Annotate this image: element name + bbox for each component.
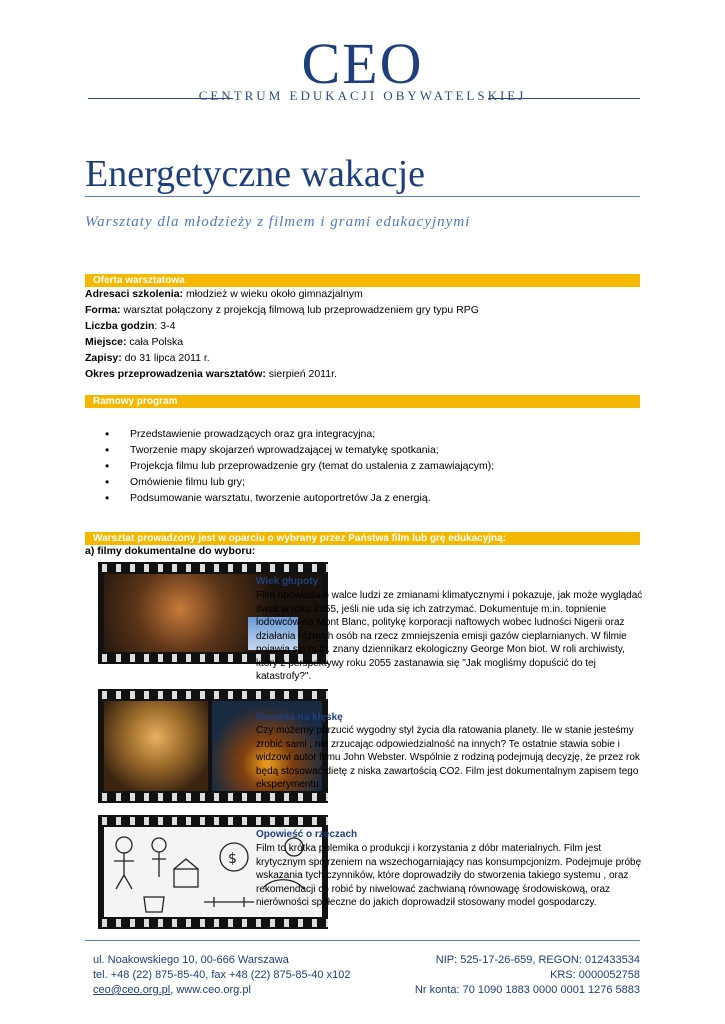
program-header: Ramowy program bbox=[85, 395, 640, 408]
offer-row: Liczba godzin: 3-4 bbox=[85, 320, 176, 332]
offer-row: Zapisy: do 31 lipca 2011 r. bbox=[85, 352, 210, 364]
email-link[interactable]: ceo@ceo.org.pl bbox=[93, 984, 171, 996]
list-item: • Projekcja filmu lub przeprowadzenie gry (temat do ustalenia z zamawiającym); bbox=[105, 458, 494, 474]
footer-nip: NIP: 525-17-26-659, REGON: 012433534 bbox=[435, 954, 640, 966]
page-subtitle: Warsztaty dla młodzieży z filmem i grami edukacyjnymi bbox=[85, 214, 471, 230]
list-item: • Podsumowanie warsztatu, tworzenie autoportretów Ja z energią. bbox=[105, 490, 494, 506]
footer-account: Nr konta: 70 1090 1883 0000 0001 1276 5883 bbox=[414, 984, 640, 996]
logo: CEO bbox=[301, 31, 424, 96]
offer-row: Forma: warsztat połączony z projekcją filmową lub przeprowadzeniem gry typu RPG bbox=[85, 304, 479, 316]
film-description: Czy możemy porzucić wygodny styl życia dla ratowania planety. Ile w stanie jesteśmy zrobić sami , nie zrzucając odpowiedzialność na innych? Te ostatnie stawia sobie i widzowi autor filmu John Webster. Wspólnie z rodziną podejmują decyzję, że przez rok będą stosować dietę z niska zawartością CO2. Film jest dokumentalnym zapisem tego eksperymentu bbox=[256, 725, 640, 790]
footer-web: , www.ceo.org.pl bbox=[170, 984, 251, 996]
film-title: Wiek głupoty bbox=[256, 576, 319, 587]
film-title: Opowieść o rzeczach bbox=[256, 829, 358, 840]
footer-phone: tel. +48 (22) 875-85-40, fax +48 (22) 875-85-40 x102 bbox=[93, 969, 351, 981]
list-item: • Przedstawienie prowadzących oraz gra integracyjna; bbox=[105, 426, 494, 442]
films-header: Warsztat prowadzony jest w oparciu o wybrany przez Państwa film lub grę edukacyjną: bbox=[85, 532, 640, 545]
offer-row: Miejsce: cała Polska bbox=[85, 336, 184, 348]
logo-subtitle: CENTRUM EDUKACJI OBYWATELSKIEJ bbox=[198, 88, 527, 103]
footer-krs: KRS: 0000052758 bbox=[550, 969, 640, 981]
offer-row: Adresaci szkolenia: młodzież w wieku około gimnazjalnym bbox=[85, 288, 363, 300]
list-item: • Omówienie filmu lub gry; bbox=[105, 474, 494, 490]
film-title: Recepta na klęskę bbox=[256, 712, 343, 723]
title-divider bbox=[85, 196, 640, 197]
offer-details bbox=[85, 286, 479, 382]
film-description: Film opowiada o walce ludzi ze zmianami klimatycznymi i pokazuje, jak może wyglądać świat w roku 2055, jeśli nie uda się ich zatrzymać. Dokumentuje m.in. topnienie lodowców na Mont Blanc, politykę korporacji naftowych wobec ludności Nigerii oraz działania różnych osób na rzecz zmniejszenia emisji gazów cieplarnianych. W filmie pojawia się m.in. znany dziennikarz ekologiczny George Mon biot. W roli archiwisty, który z perspektywy roku 2055 zastanawia się "Jak mogliśmy dopuścić do tej katastrofy?". bbox=[256, 590, 643, 682]
page-title: Energetyczne wakacje bbox=[85, 153, 426, 195]
films-label: a) filmy dokumentalne do wyboru: bbox=[85, 545, 256, 557]
program-list bbox=[105, 426, 494, 506]
footer-contact bbox=[93, 953, 350, 998]
offer-header: Oferta warsztatowa bbox=[85, 274, 640, 287]
svg-text:$: $ bbox=[228, 851, 237, 867]
footer-address: ul. Noakowskiego 10, 00-666 Warszawa bbox=[93, 954, 289, 966]
footer-divider bbox=[85, 940, 640, 941]
film-description: Film to krótka polemika o produkcji i korzystania z dóbr materialnych. Film jest krytycznym spojrzeniem na wszechogarniający nas konsumpcjonizm. Podejmuje próbę wskazania tych czynników, które doprowadziły do stworzenia takiego systemu , oraz rekomendacji co robić by niwelować zachwianą równowagę środowiskową, oraz nierówności społeczne do jakich doprowadził stosowany model gospodarczy. bbox=[256, 843, 642, 908]
offer-row: Okres przeprowadzenia warsztatów: sierpień 2011r. bbox=[85, 368, 337, 380]
list-item: • Tworzenie mapy skojarzeń wprowadzającej w tematykę spotkania; bbox=[105, 442, 494, 458]
footer-registration bbox=[415, 953, 640, 998]
